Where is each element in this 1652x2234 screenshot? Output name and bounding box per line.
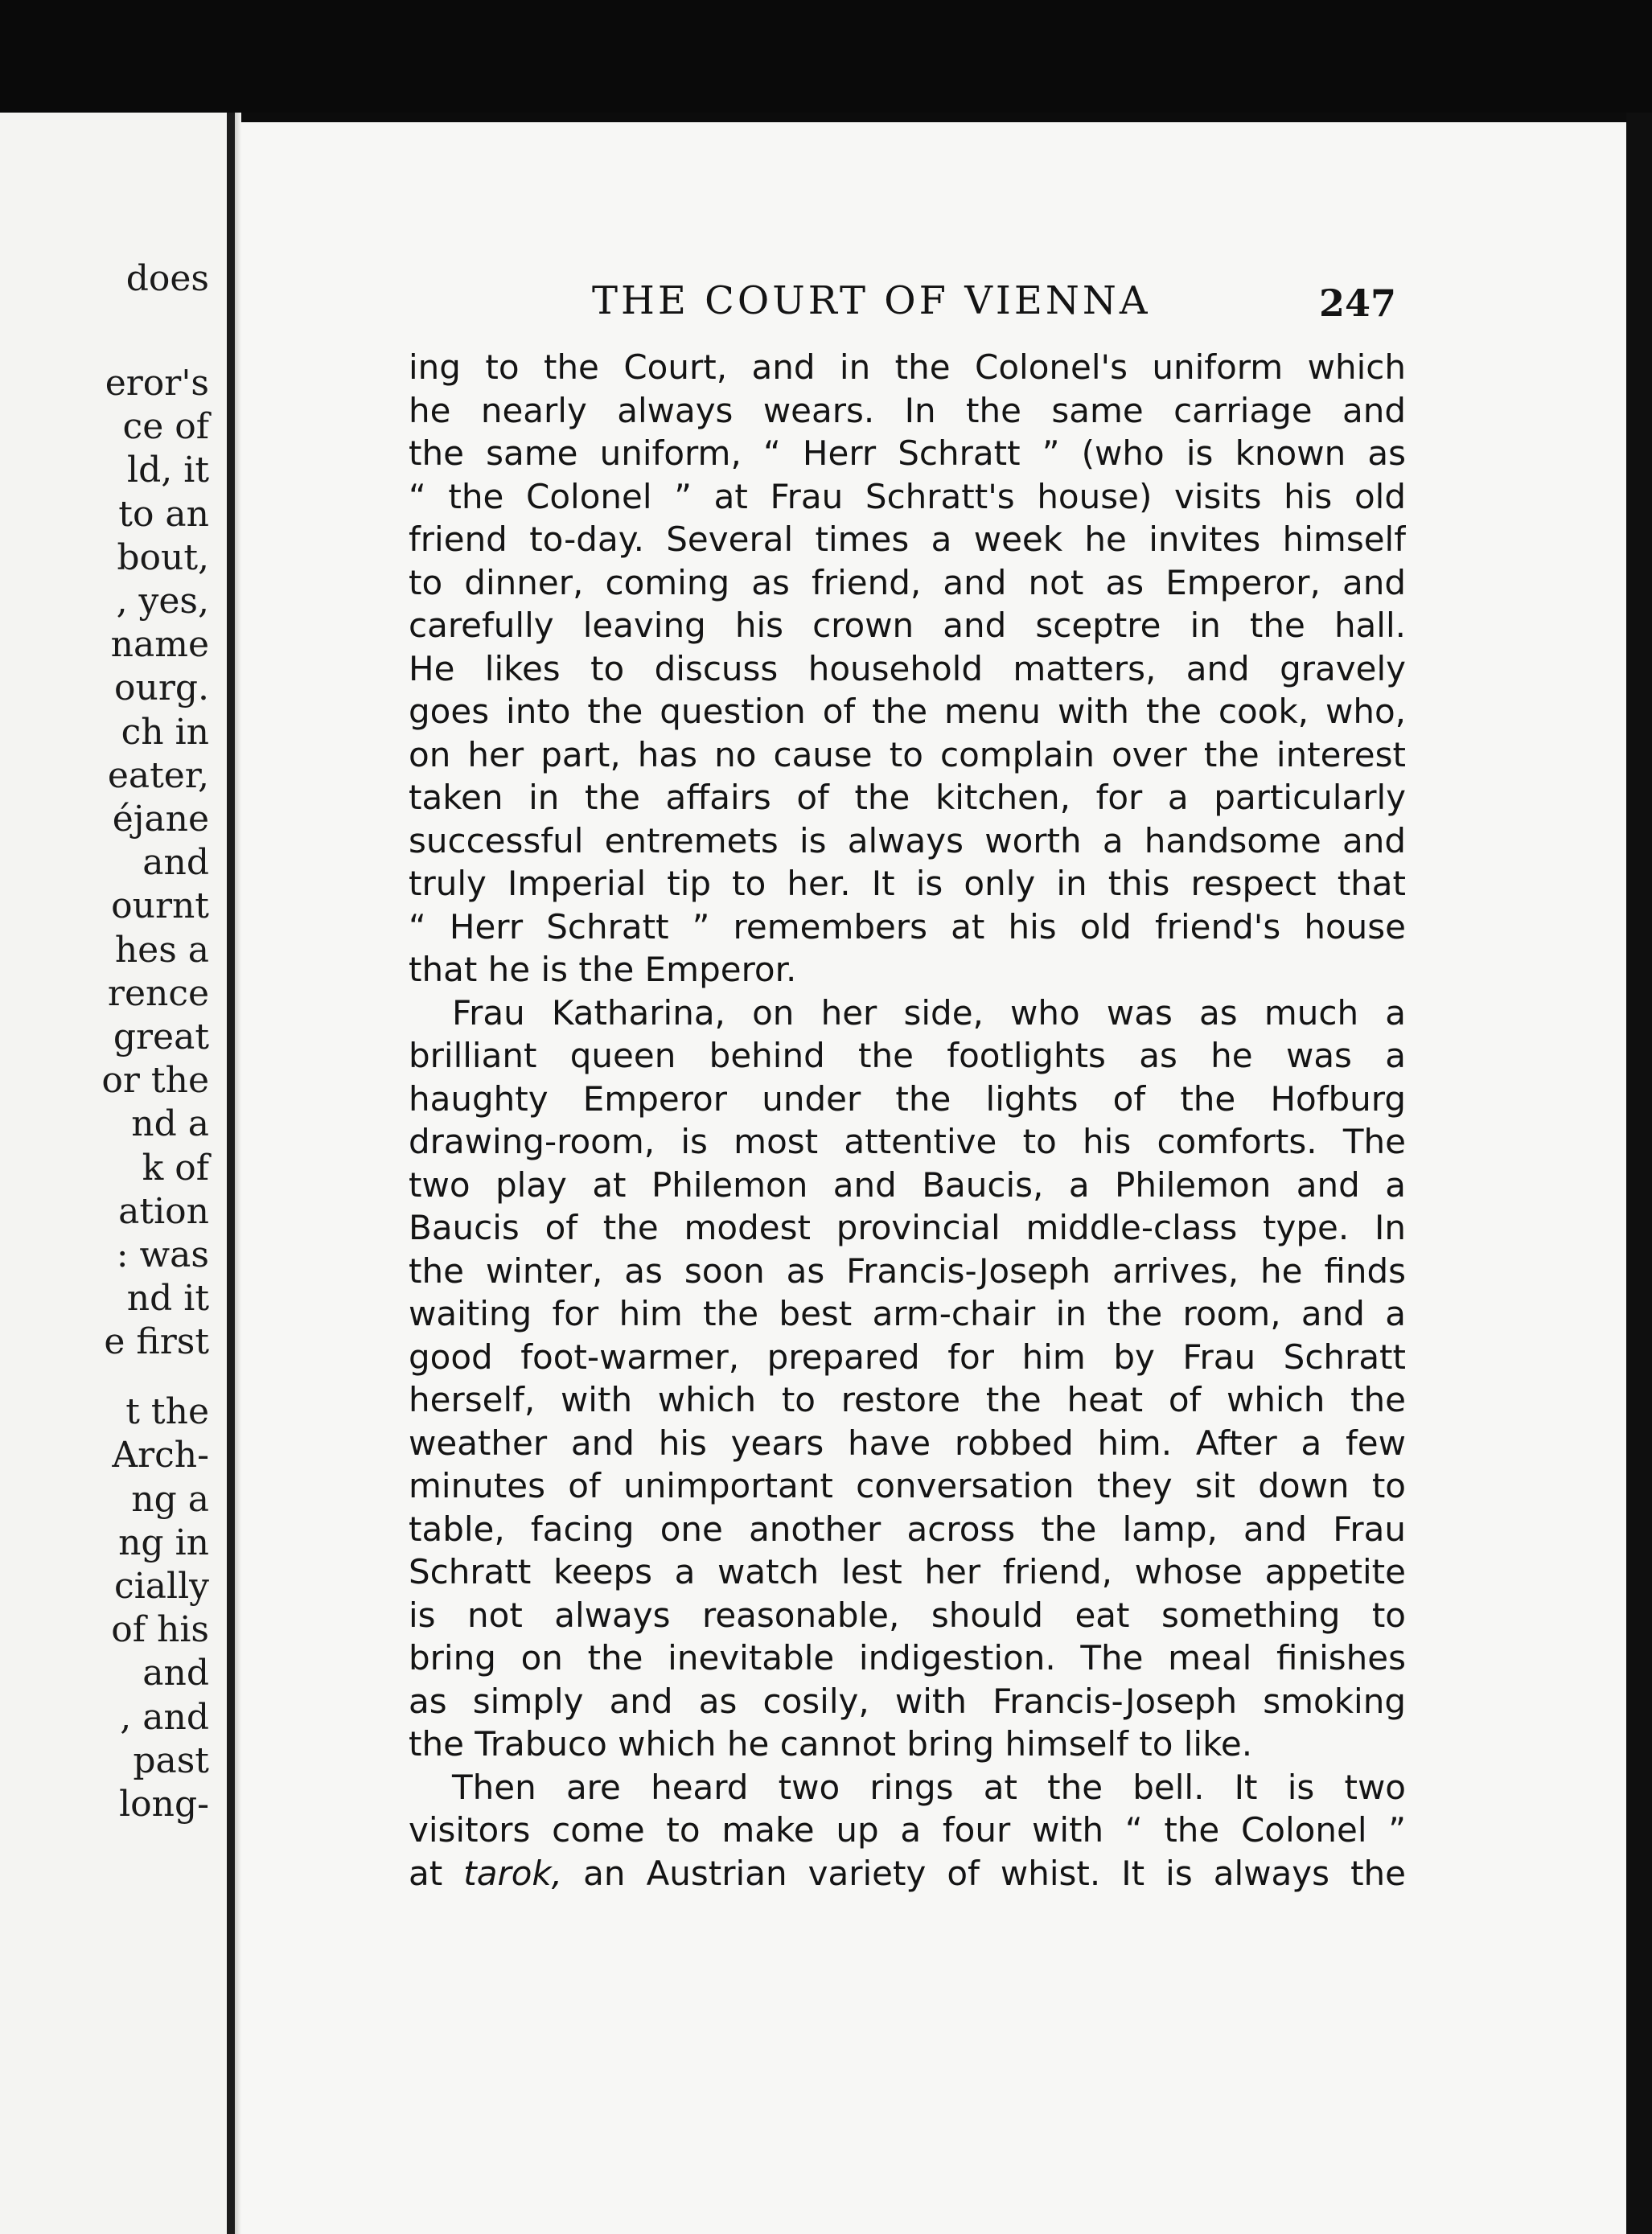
previous-page-line-fragment: ch in — [121, 711, 209, 753]
text-line: friend to-day. Several times a week he invites himself — [409, 519, 1406, 559]
text-run: an Austrian variety of whist. It is always the — [562, 1853, 1406, 1893]
text-line: goes into the question of the menu with the cook, who, — [409, 692, 1406, 731]
text-line: as simply and as cosily, with Francis-Joseph smoking — [409, 1681, 1406, 1721]
text-line: Then are heard two rings at the bell. It is two — [452, 1767, 1406, 1807]
text-line: waiting for him the best arm-chair in the room, and a — [409, 1294, 1406, 1333]
text-line: He likes to discuss household matters, and gravely — [409, 648, 1406, 688]
previous-page-line-fragment: nd it — [126, 1278, 209, 1320]
previous-page-line-fragment: ce of — [122, 406, 209, 448]
previous-page-line-fragment: k of — [142, 1147, 209, 1189]
text-line: Frau Katharina, on her side, who was as much a — [452, 992, 1406, 1033]
previous-page-line-fragment: or the — [101, 1060, 209, 1102]
previous-page-line-fragment: : was — [116, 1234, 209, 1276]
previous-page-line-fragment: ourg. — [113, 667, 209, 709]
previous-page-line-fragment: éjane — [112, 799, 209, 840]
previous-page-line-fragment: nd a — [131, 1103, 209, 1145]
text-line: the same uniform, “ Herr Schratt ” (who is known as — [409, 433, 1406, 473]
previous-page-line-fragment: ld, it — [127, 450, 209, 491]
scan-right-border — [1626, 113, 1652, 2234]
previous-page-line-fragment: rence — [107, 972, 209, 1014]
previous-page-line-fragment: and — [142, 1653, 209, 1694]
previous-page-line-fragment: and — [142, 842, 209, 884]
text-line: on her part, has no cause to complain over the interest — [409, 734, 1406, 774]
text-line: Baucis of the modest provincial middle-class type. In — [409, 1208, 1406, 1247]
text-line: carefully leaving his crown and sceptre in the hall. — [409, 606, 1406, 645]
previous-page-line-fragment: eror's — [105, 363, 209, 405]
text-line: successful entremets is always worth a handsome and — [409, 820, 1406, 860]
page-gutter — [227, 113, 235, 2234]
text-line: brilliant queen behind the footlights as he was a — [409, 1036, 1406, 1075]
text-line: he nearly always wears. In the same carriage and — [409, 390, 1406, 430]
text-line: weather and his years have robbed him. After a few — [409, 1423, 1406, 1463]
text-line: to dinner, coming as friend, and not as Emperor, and — [409, 562, 1406, 602]
scan-top-border — [0, 0, 1652, 113]
paragraph — [409, 1766, 1406, 1895]
text-line: “ the Colonel ” at Frau Schratt's house) visits his old — [409, 476, 1406, 516]
previous-page-fragment — [0, 113, 227, 2234]
text-line: that he is the Emperor. — [409, 950, 797, 989]
text-line: table, facing one another across the lamp, and Frau — [409, 1509, 1406, 1549]
text-line: bring on the inevitable indigestion. The meal finishes — [409, 1638, 1406, 1678]
text-line: two play at Philemon and Baucis, a Philemon and a — [409, 1164, 1406, 1205]
text-line — [409, 1852, 1406, 1895]
previous-page-line-fragment: , yes, — [116, 581, 209, 622]
previous-page-line-fragment: , and — [120, 1696, 209, 1738]
previous-page-line-fragment: of his — [111, 1609, 209, 1651]
text-run: at — [409, 1853, 464, 1893]
previous-page-line-fragment: cially — [114, 1566, 209, 1607]
previous-page-line-fragment: past — [133, 1739, 209, 1781]
text-line: is not always reasonable, should eat something to — [409, 1595, 1406, 1635]
text-line: visitors come to make up a four with “ the Colonel ” — [409, 1810, 1406, 1850]
text-line: truly Imperial tip to her. It is only in this respect that — [409, 864, 1406, 903]
paragraph — [409, 992, 1406, 1766]
previous-page-line-fragment: to an — [118, 493, 209, 535]
text-line: the Trabuco which he cannot bring himself to like. — [409, 1724, 1253, 1764]
text-line: haughty Emperor under the lights of the Hofburg — [409, 1078, 1406, 1119]
previous-page-line-fragment: eater, — [107, 754, 209, 796]
previous-page-line-fragment: Arch- — [112, 1435, 209, 1476]
previous-page-line-fragment: t the — [125, 1391, 209, 1433]
previous-page-line-fragment: ation — [118, 1190, 209, 1232]
previous-page-line-fragment: ng a — [131, 1478, 209, 1520]
previous-page-line-fragment: does — [125, 258, 209, 299]
previous-page-line-fragment: name — [110, 624, 209, 666]
paragraph — [409, 346, 1406, 992]
previous-page-line-fragment: e first — [104, 1321, 209, 1363]
text-line: “ Herr Schratt ” remembers at his old friend's house — [409, 906, 1406, 947]
text-line: ing to the Court, and in the Colonel's uniform which — [409, 347, 1406, 387]
text-line: the winter, as soon as Francis-Joseph arrives, he finds — [409, 1250, 1406, 1291]
text-line: taken in the affairs of the kitchen, for a particularly — [409, 778, 1406, 817]
previous-page-line-fragment: hes a — [114, 929, 209, 971]
previous-page-line-fragment: bout, — [117, 536, 209, 578]
gutter-shadow — [235, 113, 241, 2234]
italic-term: tarok, — [463, 1853, 563, 1893]
text-line: Schratt keeps a watch lest her friend, whose appetite — [409, 1552, 1406, 1591]
page-body-text — [409, 346, 1406, 1895]
previous-page-line-fragment: long- — [119, 1784, 209, 1825]
previous-page-line-fragment: ng in — [118, 1522, 209, 1563]
page-number: 247 — [1319, 281, 1397, 325]
text-line: minutes of unimportant conversation they sit down to — [409, 1466, 1406, 1505]
text-line: herself, with which to restore the heat of which the — [409, 1380, 1406, 1419]
previous-page-line-fragment: great — [113, 1016, 209, 1058]
text-line: good foot-warmer, prepared for him by Frau Schratt — [409, 1337, 1406, 1377]
text-line: drawing-room, is most attentive to his comforts. The — [409, 1122, 1406, 1161]
previous-page-line-fragment: ournt — [111, 885, 209, 927]
running-title: THE COURT OF VIENNA — [592, 278, 1151, 323]
